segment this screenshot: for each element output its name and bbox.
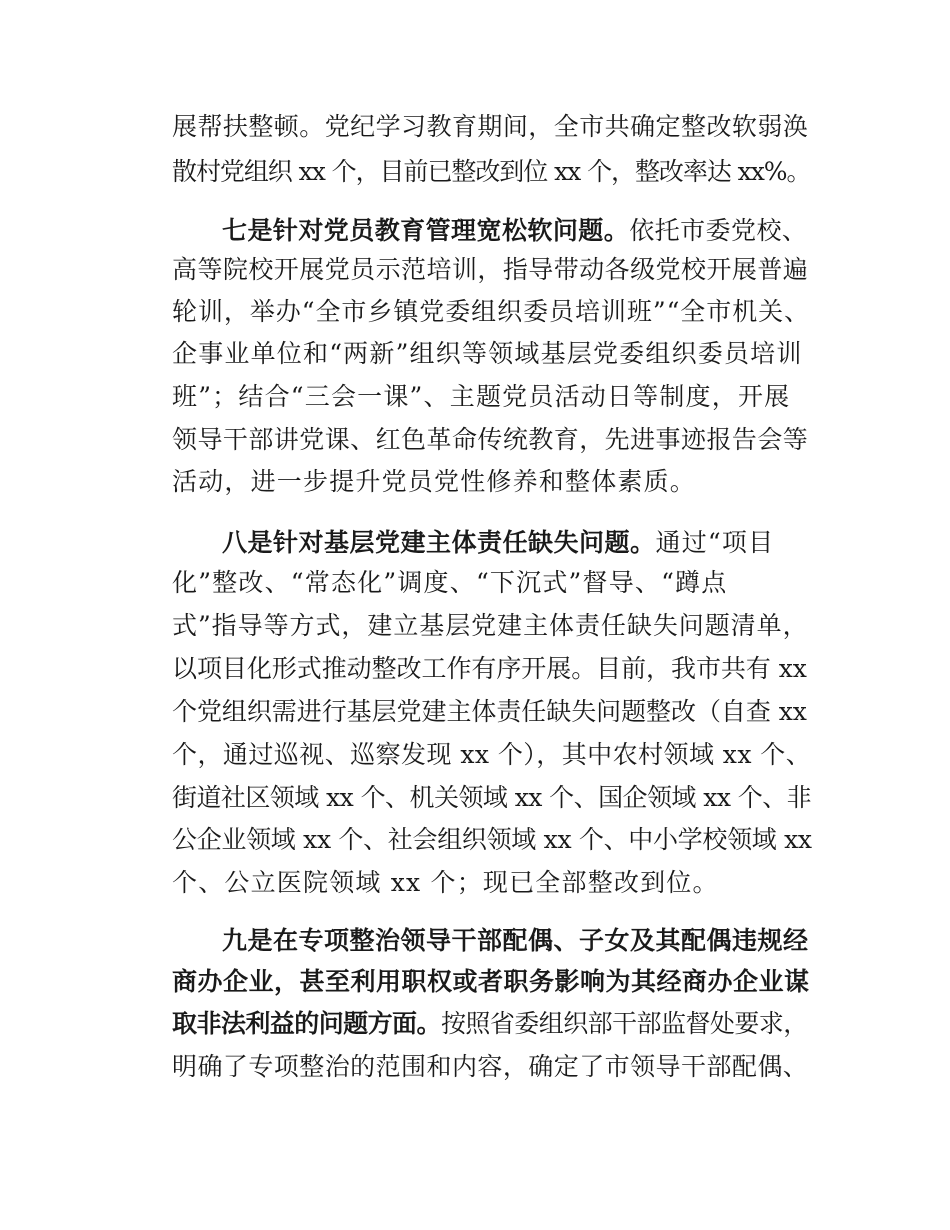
paragraph-8-line-1-text: 通过“项目	[655, 528, 775, 557]
paragraph-8-heading: 八是针对基层党建主体责任缺失问题。	[222, 528, 656, 557]
paragraph-8-line-6: 个，通过巡视、巡察发现 xx 个），其中农村领域 xx 个、	[172, 740, 812, 769]
paragraph-9-heading-line-2: 商办企业，甚至利用职权或者职务影响为其经商办企业谋	[172, 967, 810, 996]
paragraph-7-heading: 七是针对党员教育管理宽松软问题。	[222, 216, 630, 245]
paragraph-9-line-3	[172, 1009, 808, 1039]
paragraph-7-line-6: 领导干部讲党课、红色革命传统教育，先进事迹报告会等	[172, 425, 809, 454]
paragraph-8-line-7: 街道社区领域 xx 个、机关领域 xx 个、国企领域 xx 个、非	[172, 783, 812, 812]
paragraph-6-line-2: 散村党组织 xx 个，目前已整改到位 xx 个，整改率达 xx%。	[172, 157, 811, 186]
paragraph-8-line-2: 化”整改、“常态化”调度、“下沉式”督导、“蹲点	[172, 568, 728, 597]
paragraph-7-line-3: 轮训，举办“全市乡镇党委组织委员培训班”“全市机关、	[172, 297, 811, 326]
paragraph-8-line-4: 以项目化形式推动整改工作有序开展。目前，我市共有 xx	[172, 654, 807, 683]
paragraph-7-line-4: 企事业单位和“两新”组织等领域基层党委组织委员培训	[172, 339, 803, 368]
paragraph-9-line-3-text: 按照省委组织部干部监督处要求，	[440, 1009, 808, 1038]
paragraph-8-line-5: 个党组织需进行基层党建主体责任缺失问题整改（自查 xx	[172, 697, 807, 726]
paragraph-7-line-7: 活动，进一步提升党员党性修养和整体素质。	[172, 467, 697, 496]
paragraph-8-line-3: 式”指导等方式，建立基层党建主体责任缺失问题清单，	[172, 611, 809, 640]
paragraph-7-line-2: 高等院校开展党员示范培训，指导带动各级党校开展普遍	[172, 255, 809, 284]
paragraph-7-line-5: 班”；结合“三会一课”、主题党员活动日等制度，开展	[172, 382, 791, 411]
paragraph-8-line-9: 个、公立医院领域 xx 个；现已全部整改到位。	[172, 868, 719, 897]
paragraph-8-line-8: 公企业领域 xx 个、社会组织领域 xx 个、中小学校领域 xx	[172, 825, 812, 854]
paragraph-9-line-4: 明确了专项整治的范围和内容，确定了市领导干部配偶、	[172, 1052, 809, 1081]
paragraph-9-heading-end: 取非法利益的问题方面。	[172, 1009, 441, 1038]
paragraph-7-line-1	[222, 216, 807, 246]
paragraph-9-heading-line-1: 九是在专项整治领导干部配偶、子女及其配偶违规经	[222, 926, 809, 955]
paragraph-7-line-1-text: 依托市委党校、	[629, 216, 808, 245]
paragraph-6-line-1: 展帮扶整顿。党纪学习教育期间，全市共确定整改软弱涣	[172, 112, 809, 141]
paragraph-8-line-1	[222, 528, 774, 558]
